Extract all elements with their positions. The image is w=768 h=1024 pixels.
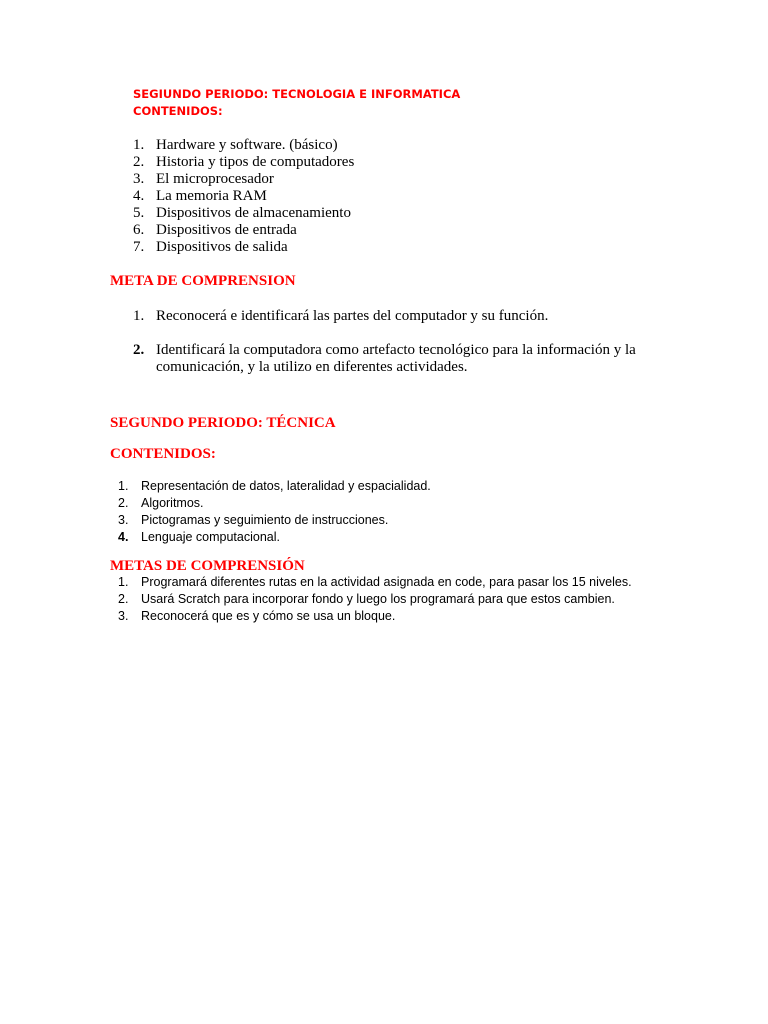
list-item-number: 6. [133,222,145,238]
list-item-number: 4. [118,530,129,544]
list-item-text: Representación de datos, lateralidad y espacialidad. [141,479,431,493]
section1-subtitle: CONTENIDOS: [133,104,223,118]
list-item-number: 2. [118,592,129,606]
section2-subtitle: CONTENIDOS: [110,446,216,462]
list-item-text-line1: Identificará la computadora como artefacto tecnológico para la información y la [156,342,636,358]
list-item-number: 2. [133,154,145,170]
list-item-text: Lenguaje computacional. [141,530,280,544]
list-item-text: Dispositivos de entrada [156,222,297,238]
list-item-number: 2. [133,342,145,358]
list-item-number: 2. [118,496,129,510]
list-item-text: Reconocerá e identificará las partes del computador y su función. [156,308,549,324]
list-item-text: Dispositivos de almacenamiento [156,205,351,221]
list-item-text: Historia y tipos de computadores [156,154,355,170]
list-item-number: 7. [133,239,145,255]
list-item-number: 3. [118,609,129,623]
section2-title: SEGUNDO PERIODO: TÉCNICA [110,415,336,431]
list-item-text: Reconocerá que es y cómo se usa un bloque. [141,609,396,623]
list-item-number: 1. [133,137,145,153]
list-item-text: La memoria RAM [156,188,267,204]
list-item-text: El microprocesador [156,171,274,187]
meta2-title: METAS DE COMPRENSIÓN [110,558,305,574]
list-item-number: 1. [118,575,129,589]
list-item-text: Dispositivos de salida [156,239,288,255]
list-item-number: 3. [118,513,129,527]
list-item-text: Hardware y software. (básico) [156,137,338,153]
list-item-number: 3. [133,171,145,187]
list-item-text-line2: comunicación, y la utilizo en diferentes actividades. [156,359,468,375]
list-item-text: Usará Scratch para incorporar fondo y luego los programará para que estos cambien. [141,592,615,606]
list-item-number: 1. [118,479,129,493]
meta1-title: META DE COMPRENSION [110,273,296,289]
list-item-text: Algoritmos. [141,496,204,510]
list-item-number: 1. [133,308,145,324]
list-item-text: Programará diferentes rutas en la actividad asignada en code, para pasar los 15 niveles. [141,575,632,589]
list-item-number: 5. [133,205,145,221]
list-item-text: Pictogramas y seguimiento de instrucciones. [141,513,389,527]
list-item-number: 4. [133,188,145,204]
section1-title: SEGIUNDO PERIODO: TECNOLOGIA E INFORMATICA [133,87,461,101]
